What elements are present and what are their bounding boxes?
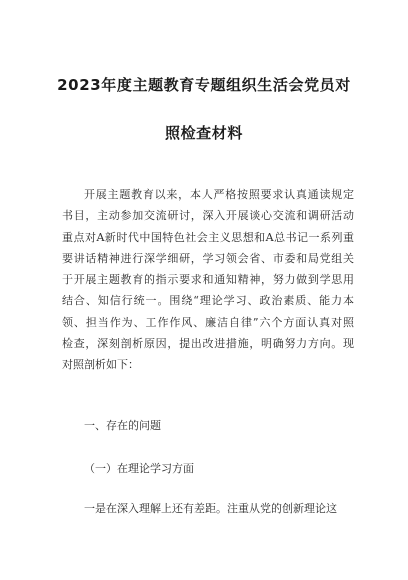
intro-line-4: 要讲话精神进行深学细研，学习领会省、市委和局党组关 bbox=[62, 251, 354, 265]
document-title-line-2: 照检查材料 bbox=[164, 124, 243, 142]
subsection-heading: （一）在理论学习方面 bbox=[84, 462, 194, 475]
intro-line-7: 领、担当作为、工作作风、廉洁自律”六个方面认真对照 bbox=[62, 315, 354, 329]
intro-line-1: 开展主题教育以来，本人严格按照要求认真通读规定 bbox=[84, 188, 354, 201]
intro-paragraph bbox=[62, 184, 354, 376]
intro-line-9: 对照剖析如下： bbox=[62, 358, 139, 372]
paragraph-start-line: 一是在深入理解上还有差距。注重从党的创新理论这 bbox=[84, 502, 337, 515]
intro-line-2: 书目，主动参加交流研讨，深入开展谈心交流和调研活动 bbox=[62, 209, 354, 223]
intro-line-3: 重点对A新时代中国特色社会主义思想和A总书记一系列重 bbox=[62, 230, 354, 244]
intro-line-8: 检查，深刻剖析原因，提出改进措施，明确努力方向。现 bbox=[62, 337, 354, 351]
intro-line-5: 于开展主题教育的指示要求和通知精神，努力做到学思用 bbox=[62, 273, 354, 287]
intro-line-6: 结合、知信行统一。围绕“理论学习、政治素质、能力本 bbox=[62, 294, 354, 308]
section-heading: 一、存在的问题 bbox=[84, 419, 161, 432]
document-title-line-1: 2023年度主题教育专题组织生活会党员对 bbox=[57, 76, 351, 94]
